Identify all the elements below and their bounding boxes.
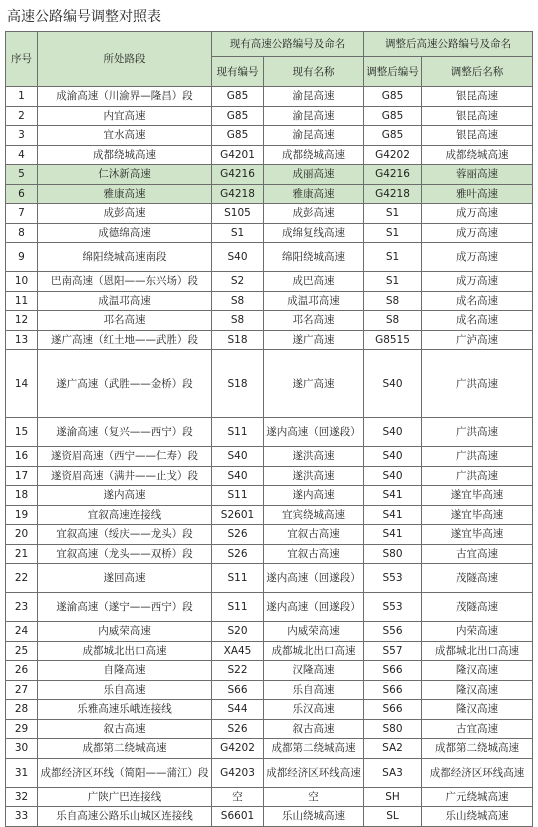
cell-adjusted-code: G85 <box>364 126 422 146</box>
cell-current-name: 遂洪高速 <box>264 447 364 467</box>
cell-adjusted-code: S1 <box>364 204 422 224</box>
cell-section: 邛名高速 <box>38 311 212 331</box>
cell-seq: 1 <box>6 87 38 107</box>
cell-current-code: S11 <box>212 593 264 622</box>
cell-section: 遂渝高速（复兴——西宁）段 <box>38 418 212 447</box>
cell-adjusted-code: S66 <box>364 661 422 681</box>
cell-adjusted-code: S1 <box>364 243 422 272</box>
cell-adjusted-name: 成都第二绕城高速 <box>422 739 533 759</box>
cell-current-code: G4218 <box>212 184 264 204</box>
cell-adjusted-code: S1 <box>364 272 422 292</box>
cell-seq: 21 <box>6 544 38 564</box>
cell-seq: 30 <box>6 739 38 759</box>
cell-section: 成都经济区环线（简阳——蒲江）段 <box>38 758 212 787</box>
table-row <box>6 739 533 759</box>
cell-section: 乐自高速 <box>38 680 212 700</box>
cell-seq: 24 <box>6 622 38 642</box>
cell-current-name: 汉隆高速 <box>264 661 364 681</box>
cell-seq: 16 <box>6 447 38 467</box>
table-row <box>6 418 533 447</box>
table-row <box>6 243 533 272</box>
table-header <box>6 32 533 87</box>
cell-current-name: 内威荣高速 <box>264 622 364 642</box>
cell-adjusted-name: 遂宜毕高速 <box>422 505 533 525</box>
cell-adjusted-name: 银昆高速 <box>422 126 533 146</box>
cell-current-name: 成都绕城高速 <box>264 145 364 165</box>
cell-current-name: 成都第二绕城高速 <box>264 739 364 759</box>
table-row <box>6 106 533 126</box>
cell-current-name: 乐山绕城高速 <box>264 807 364 827</box>
table-row <box>6 486 533 506</box>
cell-current-code: G85 <box>212 106 264 126</box>
cell-current-name: 邛名高速 <box>264 311 364 331</box>
cell-current-code: S8 <box>212 311 264 331</box>
table-row <box>6 680 533 700</box>
header-current-code: 现有编号 <box>212 57 264 87</box>
table-row <box>6 758 533 787</box>
cell-current-code: G85 <box>212 87 264 107</box>
cell-current-name: 成都经济区环线高速 <box>264 758 364 787</box>
table-row <box>6 311 533 331</box>
cell-adjusted-code: S80 <box>364 544 422 564</box>
cell-section: 乐自高速公路乐山城区连接线 <box>38 807 212 827</box>
cell-adjusted-code: S57 <box>364 641 422 661</box>
table-row <box>6 807 533 827</box>
cell-current-name: 宜宾绕城高速 <box>264 505 364 525</box>
cell-current-name: 成绵复线高速 <box>264 223 364 243</box>
cell-section: 内宜高速 <box>38 106 212 126</box>
cell-seq: 31 <box>6 758 38 787</box>
header-adjusted-code: 调整后编号 <box>364 57 422 87</box>
cell-seq: 15 <box>6 418 38 447</box>
cell-current-name: 宜叙古高速 <box>264 525 364 545</box>
table-row <box>6 719 533 739</box>
cell-adjusted-name: 广洪高速 <box>422 447 533 467</box>
table-row <box>6 165 533 185</box>
cell-current-name: 雅康高速 <box>264 184 364 204</box>
cell-seq: 7 <box>6 204 38 224</box>
cell-section: 雅康高速 <box>38 184 212 204</box>
table-row <box>6 447 533 467</box>
cell-current-code: S40 <box>212 466 264 486</box>
cell-adjusted-code: SH <box>364 787 422 807</box>
cell-adjusted-name: 遂宜毕高速 <box>422 486 533 506</box>
cell-section: 绵阳绕城高速南段 <box>38 243 212 272</box>
cell-current-code: S11 <box>212 486 264 506</box>
table-row <box>6 700 533 720</box>
cell-adjusted-name: 成名高速 <box>422 291 533 311</box>
cell-seq: 12 <box>6 311 38 331</box>
table-body <box>6 87 533 827</box>
cell-section: 成都绕城高速 <box>38 145 212 165</box>
cell-current-name: 空 <box>264 787 364 807</box>
cell-seq: 26 <box>6 661 38 681</box>
table-row <box>6 184 533 204</box>
cell-adjusted-code: S8 <box>364 311 422 331</box>
cell-current-code: S22 <box>212 661 264 681</box>
cell-seq: 5 <box>6 165 38 185</box>
cell-section: 宜叙高速（绥庆——龙头）段 <box>38 525 212 545</box>
cell-seq: 25 <box>6 641 38 661</box>
cell-section: 成都城北出口高速 <box>38 641 212 661</box>
cell-current-name: 成巴高速 <box>264 272 364 292</box>
header-adjusted-name: 调整后名称 <box>422 57 533 87</box>
cell-current-code: G4216 <box>212 165 264 185</box>
table-row <box>6 223 533 243</box>
cell-current-code: S26 <box>212 544 264 564</box>
cell-current-code: S1 <box>212 223 264 243</box>
table-row <box>6 466 533 486</box>
cell-adjusted-code: S56 <box>364 622 422 642</box>
cell-adjusted-code: S80 <box>364 719 422 739</box>
table-row <box>6 204 533 224</box>
cell-adjusted-code: SA2 <box>364 739 422 759</box>
cell-current-name: 成温邛高速 <box>264 291 364 311</box>
cell-adjusted-code: SA3 <box>364 758 422 787</box>
cell-section: 遂资眉高速（西宁——仁寿）段 <box>38 447 212 467</box>
cell-current-name: 遂内高速（回遂段） <box>264 564 364 593</box>
cell-seq: 17 <box>6 466 38 486</box>
cell-current-name: 绵阳绕城高速 <box>264 243 364 272</box>
cell-adjusted-code: SL <box>364 807 422 827</box>
table-row <box>6 564 533 593</box>
cell-current-code: S40 <box>212 243 264 272</box>
cell-adjusted-code: G4218 <box>364 184 422 204</box>
table-row <box>6 544 533 564</box>
cell-current-code: XA45 <box>212 641 264 661</box>
cell-seq: 20 <box>6 525 38 545</box>
cell-section: 成彭高速 <box>38 204 212 224</box>
cell-adjusted-name: 广元绕城高速 <box>422 787 533 807</box>
highway-code-table <box>5 31 533 827</box>
cell-adjusted-name: 隆汉高速 <box>422 700 533 720</box>
cell-adjusted-code: S53 <box>364 593 422 622</box>
cell-adjusted-name: 成万高速 <box>422 272 533 292</box>
cell-section: 巴南高速（恩阳——东兴场）段 <box>38 272 212 292</box>
cell-seq: 6 <box>6 184 38 204</box>
cell-adjusted-code: S40 <box>364 418 422 447</box>
header-adjusted-group: 调整后高速公路编号及命名 <box>364 32 533 57</box>
cell-seq: 33 <box>6 807 38 827</box>
cell-current-code: S44 <box>212 700 264 720</box>
header-current-name: 现有名称 <box>264 57 364 87</box>
cell-current-code: S66 <box>212 680 264 700</box>
cell-adjusted-name: 隆汉高速 <box>422 680 533 700</box>
cell-adjusted-name: 成万高速 <box>422 204 533 224</box>
cell-seq: 8 <box>6 223 38 243</box>
cell-adjusted-code: S40 <box>364 466 422 486</box>
cell-adjusted-name: 古宜高速 <box>422 719 533 739</box>
header-seq: 序号 <box>6 32 38 87</box>
cell-seq: 4 <box>6 145 38 165</box>
cell-adjusted-name: 广泸高速 <box>422 330 533 350</box>
cell-adjusted-name: 广洪高速 <box>422 350 533 418</box>
cell-current-code: 空 <box>212 787 264 807</box>
cell-section: 仁沐新高速 <box>38 165 212 185</box>
cell-seq: 10 <box>6 272 38 292</box>
table-row <box>6 622 533 642</box>
table-row <box>6 661 533 681</box>
cell-section: 成温邛高速 <box>38 291 212 311</box>
table-row <box>6 330 533 350</box>
cell-section: 乐雅高速乐峨连接线 <box>38 700 212 720</box>
cell-adjusted-code: S66 <box>364 700 422 720</box>
table-row <box>6 291 533 311</box>
cell-adjusted-code: S66 <box>364 680 422 700</box>
cell-adjusted-code: G8515 <box>364 330 422 350</box>
cell-adjusted-name: 内荣高速 <box>422 622 533 642</box>
cell-adjusted-code: S40 <box>364 447 422 467</box>
cell-adjusted-name: 成都绕城高速 <box>422 145 533 165</box>
cell-current-name: 渝昆高速 <box>264 106 364 126</box>
cell-adjusted-name: 成万高速 <box>422 243 533 272</box>
cell-adjusted-name: 乐山绕城高速 <box>422 807 533 827</box>
cell-section: 遂回高速 <box>38 564 212 593</box>
table-row <box>6 593 533 622</box>
cell-adjusted-name: 银昆高速 <box>422 87 533 107</box>
header-section: 所处路段 <box>38 32 212 87</box>
table-row <box>6 505 533 525</box>
cell-current-name: 遂内高速（回遂段） <box>264 418 364 447</box>
cell-section: 内威荣高速 <box>38 622 212 642</box>
cell-adjusted-name: 成都经济区环线高速 <box>422 758 533 787</box>
cell-current-name: 渝昆高速 <box>264 87 364 107</box>
cell-seq: 22 <box>6 564 38 593</box>
cell-current-name: 遂内高速（回遂段） <box>264 593 364 622</box>
cell-current-code: S18 <box>212 350 264 418</box>
cell-section: 成德绵高速 <box>38 223 212 243</box>
cell-seq: 27 <box>6 680 38 700</box>
cell-seq: 2 <box>6 106 38 126</box>
cell-adjusted-name: 成都城北出口高速 <box>422 641 533 661</box>
cell-current-name: 叙古高速 <box>264 719 364 739</box>
cell-adjusted-name: 古宜高速 <box>422 544 533 564</box>
cell-current-name: 遂广高速 <box>264 350 364 418</box>
table-row <box>6 126 533 146</box>
cell-seq: 14 <box>6 350 38 418</box>
cell-seq: 11 <box>6 291 38 311</box>
page-title: 高速公路编号调整对照表 <box>7 9 161 25</box>
cell-current-code: S2601 <box>212 505 264 525</box>
cell-seq: 9 <box>6 243 38 272</box>
cell-adjusted-code: S53 <box>364 564 422 593</box>
cell-current-code: S20 <box>212 622 264 642</box>
cell-adjusted-name: 遂宜毕高速 <box>422 525 533 545</box>
cell-current-code: S2 <box>212 272 264 292</box>
cell-section: 遂内高速 <box>38 486 212 506</box>
cell-adjusted-code: G85 <box>364 106 422 126</box>
cell-current-code: S40 <box>212 447 264 467</box>
cell-current-name: 遂广高速 <box>264 330 364 350</box>
cell-current-code: S26 <box>212 719 264 739</box>
cell-section: 叙古高速 <box>38 719 212 739</box>
cell-seq: 29 <box>6 719 38 739</box>
cell-section: 成都第二绕城高速 <box>38 739 212 759</box>
cell-adjusted-code: S8 <box>364 291 422 311</box>
cell-current-code: S11 <box>212 418 264 447</box>
cell-seq: 18 <box>6 486 38 506</box>
cell-current-code: S11 <box>212 564 264 593</box>
cell-section: 宜水高速 <box>38 126 212 146</box>
table-row <box>6 350 533 418</box>
cell-adjusted-name: 银昆高速 <box>422 106 533 126</box>
cell-section: 广陕广巴连接线 <box>38 787 212 807</box>
cell-current-code: G85 <box>212 126 264 146</box>
cell-current-name: 渝昆高速 <box>264 126 364 146</box>
cell-adjusted-name: 广洪高速 <box>422 418 533 447</box>
cell-seq: 19 <box>6 505 38 525</box>
cell-adjusted-code: S41 <box>364 486 422 506</box>
cell-adjusted-name: 广洪高速 <box>422 466 533 486</box>
cell-current-name: 乐自高速 <box>264 680 364 700</box>
cell-adjusted-code: S41 <box>364 525 422 545</box>
cell-section: 宜叙高速连接线 <box>38 505 212 525</box>
cell-current-name: 成彭高速 <box>264 204 364 224</box>
cell-seq: 13 <box>6 330 38 350</box>
cell-adjusted-code: G4216 <box>364 165 422 185</box>
cell-adjusted-name: 茂隧高速 <box>422 564 533 593</box>
table-row <box>6 87 533 107</box>
cell-current-name: 宜叙古高速 <box>264 544 364 564</box>
cell-current-code: G4202 <box>212 739 264 759</box>
cell-seq: 3 <box>6 126 38 146</box>
cell-current-code: S8 <box>212 291 264 311</box>
cell-section: 遂渝高速（遂宁——西宁）段 <box>38 593 212 622</box>
table-row <box>6 787 533 807</box>
cell-adjusted-code: G85 <box>364 87 422 107</box>
cell-section: 宜叙高速（龙头——双桥）段 <box>38 544 212 564</box>
cell-section: 成渝高速（川渝界—隆昌）段 <box>38 87 212 107</box>
cell-adjusted-code: S40 <box>364 350 422 418</box>
cell-current-name: 遂内高速 <box>264 486 364 506</box>
table-row <box>6 272 533 292</box>
cell-section: 遂广高速（武胜——金桥）段 <box>38 350 212 418</box>
cell-adjusted-code: G4202 <box>364 145 422 165</box>
cell-adjusted-name: 隆汉高速 <box>422 661 533 681</box>
cell-section: 遂广高速（红土地——武胜）段 <box>38 330 212 350</box>
cell-current-code: S105 <box>212 204 264 224</box>
cell-current-name: 成丽高速 <box>264 165 364 185</box>
cell-adjusted-name: 雅叶高速 <box>422 184 533 204</box>
cell-seq: 28 <box>6 700 38 720</box>
cell-adjusted-name: 茂隧高速 <box>422 593 533 622</box>
table-row <box>6 641 533 661</box>
table-row <box>6 145 533 165</box>
cell-adjusted-name: 成万高速 <box>422 223 533 243</box>
table-row <box>6 525 533 545</box>
cell-adjusted-name: 蓉丽高速 <box>422 165 533 185</box>
cell-current-code: G4203 <box>212 758 264 787</box>
cell-current-code: G4201 <box>212 145 264 165</box>
cell-section: 遂资眉高速（满井——止戈）段 <box>38 466 212 486</box>
cell-adjusted-name: 成名高速 <box>422 311 533 331</box>
cell-seq: 32 <box>6 787 38 807</box>
cell-section: 自隆高速 <box>38 661 212 681</box>
cell-current-code: S26 <box>212 525 264 545</box>
cell-current-name: 成都城北出口高速 <box>264 641 364 661</box>
cell-current-name: 乐汉高速 <box>264 700 364 720</box>
header-current-group: 现有高速公路编号及命名 <box>212 32 364 57</box>
cell-adjusted-code: S41 <box>364 505 422 525</box>
cell-adjusted-code: S1 <box>364 223 422 243</box>
cell-current-code: S18 <box>212 330 264 350</box>
cell-seq: 23 <box>6 593 38 622</box>
cell-current-code: S6601 <box>212 807 264 827</box>
cell-current-name: 遂洪高速 <box>264 466 364 486</box>
